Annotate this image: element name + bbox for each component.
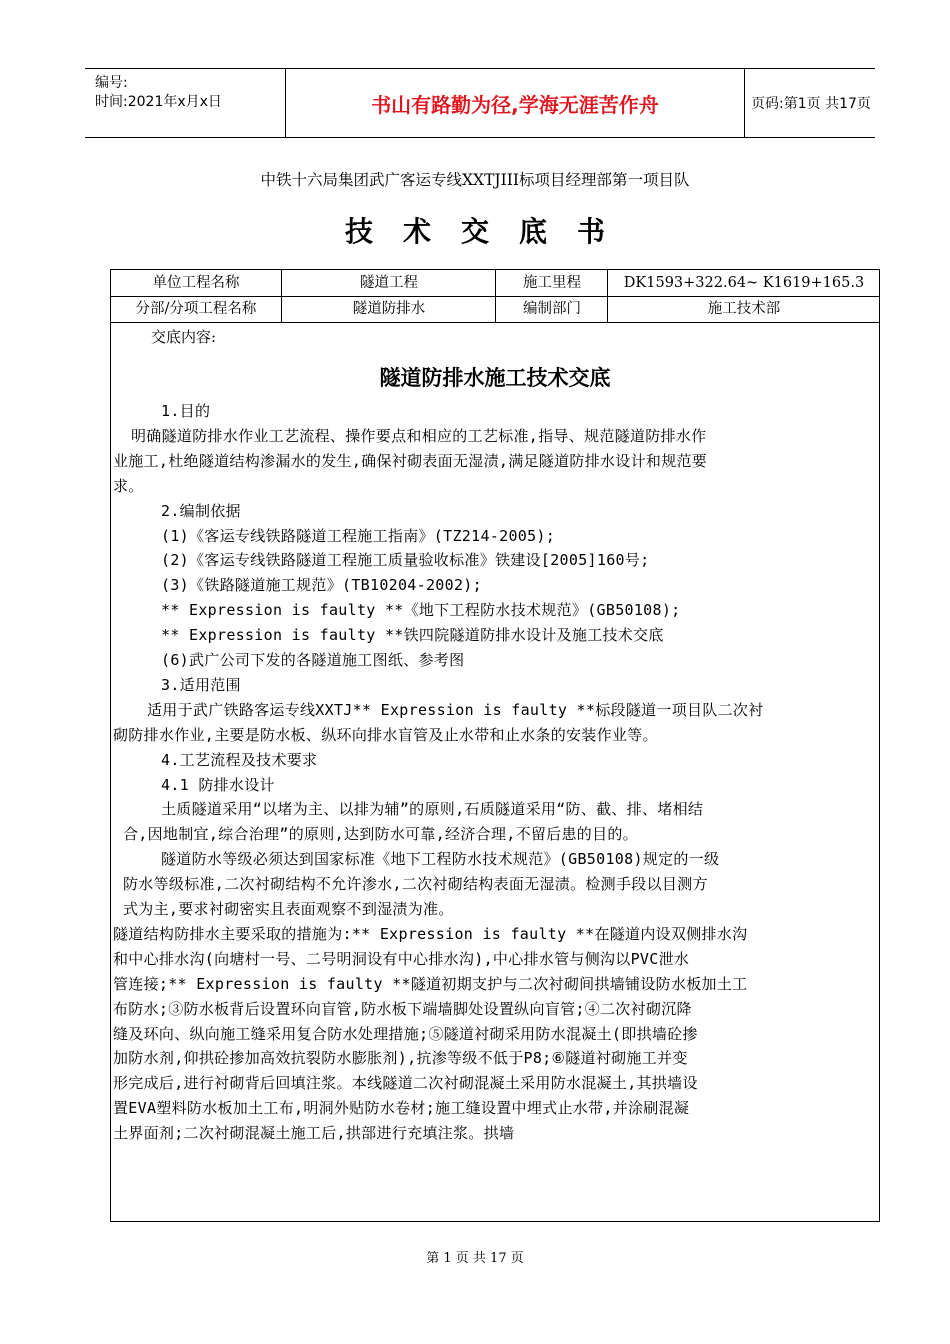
mileage-value: DK1593+322.64~ K1619+165.3 — [607, 270, 880, 296]
page-header — [85, 68, 875, 138]
text-line: 3.适用范围 — [161, 675, 241, 694]
text-line: 土质隧道采用“以堵为主、以排为辅”的原则,石质隧道采用“防、截、排、堵相结 — [161, 800, 704, 819]
text-line: 隧道防水等级必须达到国家标准《地下工程防水技术规范》(GB50108)规定的一级 — [161, 850, 720, 869]
text-line: 明确隧道防排水作业工艺流程、操作要点和相应的工艺标准,指导、规范隧道防排水作 — [131, 426, 707, 445]
text-line: 2.编制依据 — [161, 501, 241, 520]
text-line: (3)《铁路隧道施工规范》(TB10204-2002); — [161, 576, 482, 595]
text-line: 适用于武广铁路客运专线XXTJ** Expression is faulty **标段隧道一项目队二次衬 — [147, 700, 764, 719]
text-line: (2)《客运专线铁路隧道工程施工质量验收标准》铁建设[2005]160号; — [161, 551, 650, 570]
text-line: ** Expression is faulty **铁四院隧道防排水设计及施工技术交底 — [161, 626, 664, 645]
text-line: 4.工艺流程及技术要求 — [161, 750, 318, 769]
department-label: 编制部门 — [495, 296, 608, 322]
organization-name: 中铁十六局集团武广客运专线XXTJIII标项目经理部第一项目队 — [260, 171, 690, 189]
document-title: 技术交底书 — [344, 215, 635, 248]
info-row-2 — [111, 296, 879, 322]
text-line: 防水等级标准,二次衬砌结构不允许渗水,二次衬砌结构表面无湿渍。检测手段以目测方 — [123, 875, 708, 894]
page-footer: 第 1 页 共 17 页 — [426, 1251, 524, 1266]
unit-project-label: 单位工程名称 — [152, 275, 240, 291]
date-label: 时间:2021年x月x日 — [95, 94, 222, 110]
info-table — [110, 269, 880, 323]
text-line: ** Expression is faulty **《地下工程防水技术规范》(GB50108); — [161, 601, 681, 620]
number-label: 编号: — [95, 75, 128, 91]
text-line: 业施工,杜绝隧道结构渗漏水的发生,确保衬砌表面无湿渍,满足隧道防排水设计和规范要 — [113, 451, 708, 470]
text-line: 管连接;** Expression is faulty **隧道初期支护与二次衬砌间拱墙铺设防水板加土工 — [113, 974, 748, 993]
header-meta — [85, 69, 285, 137]
text-line: 形完成后,进行衬砌背后回填注浆。本线隧道二次衬砌混凝土采用防水混凝土,其拱墙设 — [113, 1074, 698, 1093]
text-line: 4.1 防排水设计 — [161, 775, 275, 794]
text-line: (6)武广公司下发的各隧道施工图纸、参考图 — [161, 651, 465, 669]
sub-project-label: 分部/分项工程名称 — [135, 301, 257, 317]
text-line: (1)《客运专线铁路隧道工程施工指南》(TZ214-2005); — [161, 526, 556, 545]
text-line: 合,因地制宜,综合治理”的原则,达到防水可靠,经济合理,不留后患的目的。 — [123, 825, 638, 844]
content-subtitle: 隧道防排水施工技术交底 — [379, 366, 611, 390]
content-box — [110, 322, 880, 1222]
department-value: 施工技术部 — [607, 296, 880, 322]
text-line: 求。 — [113, 476, 144, 495]
header-page-info: 页码:第1页 共17页 — [751, 96, 871, 112]
text-line: 加防水剂,仰拱砼掺加高效抗裂防水膨胀剂),抗渗等级不低于P8;⑥隧道衬砌施工并变 — [113, 1049, 688, 1068]
text-line: 置EVA塑料防水板加土工布,明洞外贴防水卷材;施工缝设置中埋式止水带,并涂刷混凝 — [113, 1099, 690, 1118]
sub-project-value: 隧道防排水 — [281, 296, 496, 322]
info-row-1 — [111, 270, 879, 297]
text-line: 式为主,要求衬砌密实且表面观察不到湿渍为准。 — [123, 900, 454, 918]
text-line: 隧道结构防排水主要采取的措施为:** Expression is faulty **在隧道内设双侧排水沟 — [113, 924, 748, 943]
unit-project-value: 隧道工程 — [281, 270, 496, 296]
header-motto: 书山有路勤为径,学海无涯苦作舟 — [285, 69, 745, 137]
text-line: 布防水;③防水板背后设置环向盲管,防水板下端墙脚处设置纵向盲管;④二次衬砌沉降 — [113, 999, 692, 1018]
text-line: 和中心排水沟(向塘村一号、二号明洞设有中心排水沟),中心排水管与侧沟以PVC泄水 — [113, 949, 690, 968]
text-line: 砌防排水作业,主要是防水板、纵环向排水盲管及止水带和止水条的安装作业等。 — [113, 725, 658, 744]
text-line: 缝及环向、纵向施工缝采用复合防水处理措施;⑤隧道衬砌采用防水混凝土(即拱墙砼掺 — [113, 1024, 698, 1043]
mileage-label: 施工里程 — [495, 270, 608, 296]
text-line: 土界面剂;二次衬砌混凝土施工后,拱部进行充填注浆。拱墙 — [113, 1124, 515, 1143]
text-line: 1.目的 — [161, 402, 211, 420]
content-label: 交底内容: — [151, 328, 217, 346]
